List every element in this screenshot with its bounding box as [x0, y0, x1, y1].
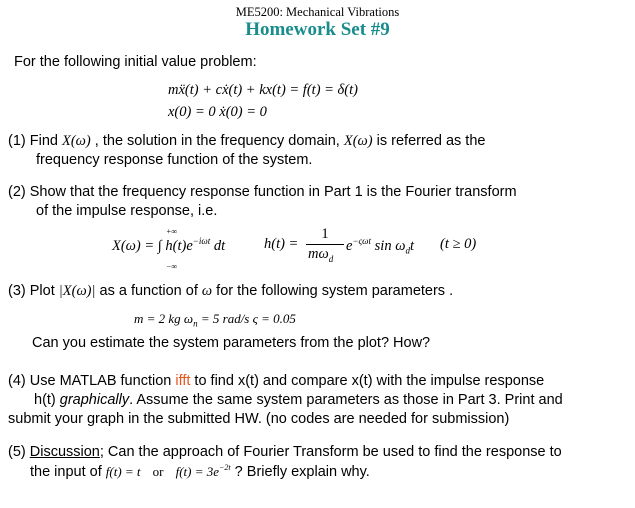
frac-denominator-sub: d [328, 253, 334, 264]
params-text: m = 2 kg ω [134, 311, 194, 326]
part3-text-a: (3) Plot [8, 283, 59, 299]
system-parameters [134, 311, 296, 329]
fourier-transform-equation [112, 236, 225, 255]
part1-text-b: , the solution in the frequency domain, [90, 133, 344, 149]
part1-symbol-1: X(ω) [62, 133, 91, 149]
part3-magnitude-symbol: |X(ω)| [58, 283, 96, 299]
fourier-exponent: −iωt [192, 236, 211, 246]
part5-text-c: the input of [30, 463, 106, 480]
initial-conditions: x(0) = 0 ẋ(0) = 0 [168, 104, 267, 120]
part5-input-2: f(t) = 3e [175, 463, 220, 479]
part2-line1: (2) Show that the frequency response function in Part 1 is the Fourier transform [8, 184, 517, 200]
part4-line1 [8, 373, 544, 389]
part3-omega: ω [201, 283, 213, 299]
part4-line2 [34, 392, 563, 408]
part3-text-b: as a function of [95, 283, 202, 299]
part1-line1 [8, 133, 485, 150]
part5-or: or [152, 463, 164, 479]
fourier-dt: dt [210, 237, 226, 254]
fourier-lhs: X(ω) = ∫ h(t)e [112, 237, 193, 254]
part4-graphically: graphically [59, 392, 130, 408]
exp-base: e [346, 237, 353, 254]
part5-input-1: f(t) = t [105, 463, 141, 479]
part3-line1 [8, 283, 453, 300]
part4-text-d: . Assume the same system parameters as those in Part 3. Print and [129, 392, 563, 408]
part3-question: Can you estimate the system parameters from the plot? How? [32, 335, 431, 351]
integral-upper-limit: +∞ [166, 227, 178, 236]
impulse-response-rhs [346, 236, 414, 256]
part1-symbol-2: X(ω) [343, 133, 373, 149]
params-sub: n [193, 318, 198, 329]
part3-text-c: for the following system parameters . [212, 283, 454, 299]
intro-text: For the following initial value problem: [14, 54, 257, 70]
time-condition: (t ≥ 0) [440, 236, 477, 252]
part1-text-c: is referred as the [372, 133, 486, 149]
part5-discussion: Discussion [29, 444, 100, 460]
part4-text-a: (4) Use MATLAB function [8, 373, 176, 389]
course-name: ME5200: Mechanical Vibrations [235, 5, 400, 19]
part5-line1 [8, 444, 562, 460]
part4-function-name: ifft [175, 373, 191, 389]
part4-line3: submit your graph in the submitted HW. (no codes are needed for submission) [8, 411, 510, 427]
exp-exponent: −ςωt [352, 236, 372, 246]
part1-line2: frequency response function of the system. [36, 152, 313, 168]
part5-text-d: ? Briefly explain why. [230, 463, 370, 480]
fraction-bar [306, 244, 344, 245]
part5-text-b: ; Can the approach of Fourier Transform be used to find the response to [99, 444, 562, 460]
ode-equation: mẍ(t) + cẋ(t) + kx(t) = f(t) = δ(t) [168, 82, 358, 98]
part1-text-a: (1) Find [8, 133, 62, 149]
sine-sub: d [405, 245, 410, 256]
frac-denominator [308, 246, 333, 264]
frac-denominator-text: mω [308, 246, 329, 262]
integral-lower-limit: −∞ [166, 262, 178, 271]
part2-line2: of the impulse response, i.e. [36, 203, 218, 219]
sine-term: sin ω [371, 237, 406, 254]
part5-line2 [30, 463, 370, 480]
params-rest: = 5 rad/s ς = 0.05 [197, 311, 296, 326]
frac-numerator: 1 [321, 226, 329, 242]
impulse-response-lhs: h(t) = [264, 236, 299, 252]
part5-input-2-exp: −2t [219, 463, 231, 472]
part4-text-b: to find x(t) and compare x(t) with the impulse response [190, 373, 545, 389]
homework-title: Homework Set #9 [245, 19, 390, 40]
part4-text-c: h(t) [34, 392, 60, 408]
sine-t: t [409, 237, 414, 254]
part5-text-a: (5) [8, 444, 30, 460]
